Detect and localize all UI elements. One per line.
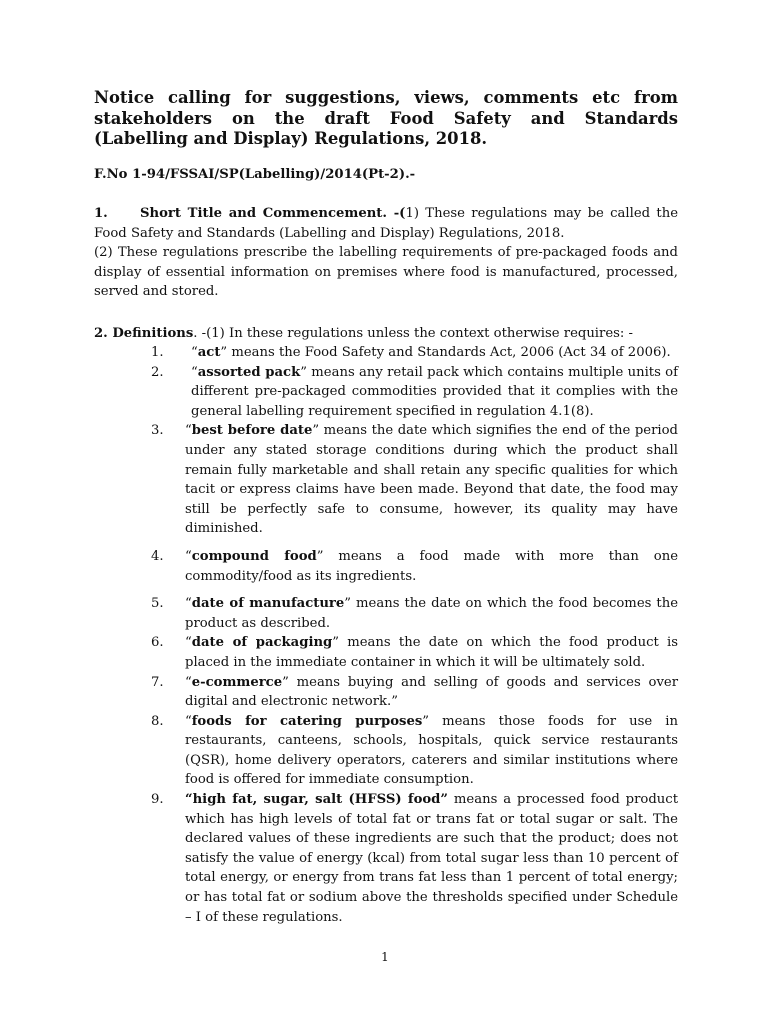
file-number: F.No 1-94/FSSAI/SP(Labelling)/2014(Pt-2).- (94, 167, 416, 182)
section-2-heading: 2. Definitions (94, 326, 194, 341)
definition-term: high fat, sugar, salt (HFSS) food (192, 792, 441, 808)
definition-number: 1. (151, 345, 164, 360)
definition-item (94, 712, 678, 790)
definition-body: ” means a food made with more than one commodity/food as its ingredients. (185, 548, 678, 584)
definition-text (185, 673, 678, 712)
definition-body: ” means buying and selling of goods and services over digital and electronic network.” (185, 674, 678, 710)
section-1-text-b: (2) These regulations prescribe the labelling requirements of pre-packaged foods and display of essential information on premises where food is manufactured, processed, served and stored. (94, 245, 678, 300)
section-1-number: 1. (94, 206, 108, 221)
page-number: 1 (381, 950, 389, 964)
definition-term: e-commerce (191, 674, 283, 690)
definition-item (94, 790, 678, 927)
definition-item (94, 594, 678, 633)
definition-term: date of manufacture (191, 596, 345, 612)
section-2-intro-text: . -(1) In these regulations unless the context otherwise requires: - (193, 326, 633, 341)
definition-text (185, 633, 678, 672)
definition-item (94, 673, 678, 712)
definition-text (191, 343, 678, 363)
definition-body: ” means the date on which the food product is placed in the immediate container in which it will be ultimately sold. (185, 635, 678, 670)
definition-text (185, 547, 678, 586)
definition-item (94, 363, 678, 422)
section-1-heading: Short Title and Commencement. -( (140, 206, 406, 221)
definition-body: ” means any retail pack which contains multiple units of different pre-packaged commodities provided that it complies with the general labelling requirement specified in regulation 4.1(8). (191, 364, 678, 419)
definition-body: ” means the date on which the food becomes the product as described. (185, 596, 679, 631)
definition-number: 4. (151, 548, 164, 564)
definition-term: compound food (191, 548, 317, 564)
section-2-intro (94, 324, 678, 344)
open-quote: “ (185, 792, 193, 808)
open-quote: “ (185, 635, 192, 651)
definition-body: means a processed food product which has high levels of total fat or trans fat or total sugar or salt. The declared values of these ingredients are such that the product; does not satisfy the value of energy (kcal) from total sugar less than 10 percent of total energy, or energy from trans fat less than 1 percent of total energy; or has total fat or sodium above the thresholds specified under Schedule – I of these regulations. (185, 792, 678, 925)
definition-text (185, 712, 678, 790)
definition-text (185, 594, 678, 633)
definition-number: 3. (151, 423, 164, 439)
open-quote: “ (191, 345, 198, 360)
definition-number: 9. (151, 792, 164, 808)
definition-number: 2. (151, 364, 164, 380)
definition-body: ” means the Food Safety and Standards Act, 2006 (Act 34 of 2006). (220, 345, 671, 360)
definition-item (94, 633, 678, 672)
definition-number: 5. (151, 596, 164, 612)
section-1 (94, 204, 678, 302)
definition-body: ” means the date which signifies the end of the period under any stated storage conditions during which the product shall remain fully marketable and shall retain any specific qualities for which tacit or express claims have been made. Beyond that date, the food may still be perfectly safe to consume, however, its quality may have diminished. (185, 423, 678, 537)
definition-term: assorted pack (197, 364, 301, 380)
definition-text (185, 790, 678, 927)
definition-item (94, 547, 678, 586)
definition-number: 8. (151, 713, 164, 729)
open-quote: “ (185, 423, 192, 439)
definition-item (94, 421, 678, 539)
definition-body: ” means those foods for use in restaurants, canteens, schools, hospitals, quick service restaurants (QSR), home delivery operators, caterers and similar institutions where food is offered for immediate consumption. (185, 713, 678, 788)
definition-number: 7. (151, 674, 164, 690)
definition-term: best before date (191, 423, 313, 439)
definition-number: 6. (151, 635, 164, 651)
definition-item (94, 343, 678, 363)
definition-term: foods for catering purposes (191, 713, 423, 729)
open-quote: “ (185, 548, 192, 564)
open-quote: “ (185, 674, 192, 690)
definition-term: date of packaging (191, 635, 333, 651)
notice-title: Notice calling for suggestions, views, comments etc from stakeholders on the draft Food Safety and Standards (Labelling and Display) Regulations, 2018. (94, 88, 678, 148)
definition-text (185, 421, 678, 539)
section-1-text-a: 1) These regulations may be called the Food Safety and Standards (Labelling and Display) Regulations, 2018. (94, 206, 678, 241)
open-quote: “ (185, 596, 192, 612)
definition-term: act (197, 345, 221, 360)
definition-body-close: ” (440, 792, 448, 808)
open-quote: “ (185, 713, 192, 729)
definition-text (191, 363, 678, 422)
open-quote: “ (191, 364, 198, 380)
definitions-list (94, 343, 678, 927)
